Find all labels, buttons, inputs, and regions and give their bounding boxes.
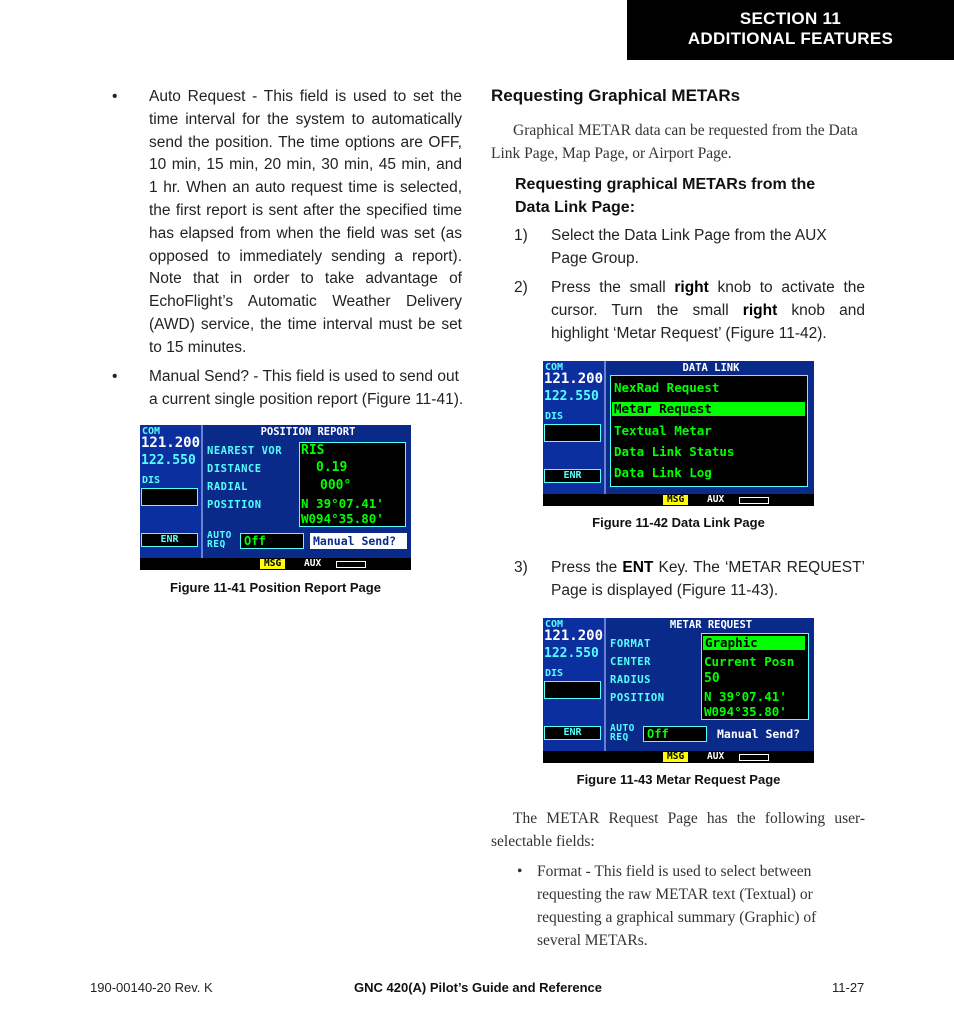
field-label: NEAREST VOR [207,445,283,457]
menu-item-data-link-status[interactable]: Data Link Status [614,444,735,459]
intro-paragraph: Graphical METAR data can be requested from the Data Link Page, Map Page, or Airport Page. [491,122,858,162]
figure-41-caption: Figure 11-41 Position Report Page [170,580,381,595]
auto-req-value[interactable]: Off [244,534,266,548]
bullet-format: • Format - This field is used to select between requesting the raw METAR text (Textual) or requesting a graphical summary (Graphic) of several METARs. [537,860,837,952]
enr-mode: ENR [544,469,601,483]
field-label: RADIUS [610,674,651,686]
fields-intro-paragraph: The METAR Request Page has the following user-selectable fields: [491,810,865,850]
position-report-screen [140,425,411,570]
menu-item-data-link-log[interactable]: Data Link Log [614,465,712,480]
step-1: 1) Select the Data Link Page from the AUX Page Group. [514,227,827,267]
bullet-dot: • [517,863,523,880]
page-indicator [336,561,366,568]
com-panel: COM 121.200 122.550 DIS ENR [543,618,606,763]
manual-send-label: Manual Send? [313,534,397,548]
radius-value[interactable]: 50 [704,671,720,686]
menu-item-nexrad[interactable]: NexRad Request [614,380,720,395]
metar-request-screen [543,618,814,763]
latitude-value: N 39°07.41' [301,496,384,511]
field-label: CENTER [610,656,651,668]
step-3: 3) Press the ENT Key. The ‘METAR REQUEST’ Page is displayed (Figure 11-43). [514,559,865,599]
com-label: COM [142,426,161,437]
msg-indicator: MSG [663,495,688,505]
field-label: RADIAL [207,481,248,493]
section-tab [627,0,954,60]
standby-frequency: 122.550 [544,389,599,404]
manual-send-button[interactable]: Manual Send? [717,727,801,741]
auto-req-label: AUTO REQ [610,723,635,743]
msg-indicator: MSG [260,559,285,569]
field-label: FORMAT [610,638,651,650]
bullet-manual-send: • Manual Send? - This field is used to send out a current single position report (Figure 11-41). [112,368,464,408]
bullet-dot: • [112,368,118,385]
field-label: POSITION [207,499,262,511]
document-number: 190-00140-20 Rev. K [90,980,213,995]
menu-item-textual-metar[interactable]: Textual Metar [614,423,712,438]
dis-readout [141,488,198,506]
longitude-value: W094°35.80' [704,704,787,719]
page-indicator [739,497,769,504]
aux-indicator: AUX [707,751,725,762]
page-title: DATA LINK [682,362,740,374]
dis-readout [544,424,601,442]
active-frequency: 121.200 [544,628,604,644]
format-value[interactable]: Graphic [703,636,805,650]
status-bar [140,558,411,570]
aux-indicator: AUX [707,494,725,505]
com-panel: COM 121.200 122.550 DIS ENR [543,361,606,506]
data-link-screen [543,361,814,506]
com-panel [140,425,203,570]
center-value[interactable]: Current Posn [704,654,795,669]
sub-heading: Requesting graphical METARs from the Data Link Page: [515,176,816,216]
document-title: GNC 420(A) Pilot’s Guide and Reference [354,980,603,995]
page-indicator [739,754,769,761]
enr-mode: ENR [544,726,601,740]
standby-frequency: 122.550 [544,646,599,661]
standby-frequency: 122.550 [141,453,196,468]
figure-42-caption: Figure 11-42 Data Link Page [592,515,765,530]
radial-value: 000° [320,478,352,493]
status-bar [543,751,814,763]
bullet-auto-request: • Auto Request - This field is used to set the time interval for the system to automatically send the position. The time options are OFF, 10 min, 15 min, 20 min, 30 min, 45 min, and 1 hr. When an auto request time is selected, the first report is sent after the specified time has elapsed from when the field was set (as opposed to immediately sending a report). Note that in order to take advantage of EchoFlight’s Automatic Weather Delivery (AWD) service, the time interval must be set to 15 minutes. [112,88,462,356]
section-title: ADDITIONAL FEATURES [687,29,894,48]
dis-readout [544,681,601,699]
auto-req-value[interactable]: Off [647,727,669,741]
longitude-value: W094°35.80' [301,511,384,526]
nearest-vor-value[interactable]: RIS [301,443,325,458]
distance-value: 0.19 [316,460,348,475]
dis-label: DIS [142,475,161,486]
page-number: 11-27 [832,980,865,995]
aux-indicator: AUX [304,558,322,569]
field-label: POSITION [610,692,665,704]
enr-mode: ENR [141,533,198,547]
active-frequency: 121.200 [544,371,604,387]
page-title: POSITION REPORT [260,426,356,438]
auto-req-label: AUTO REQ [207,530,232,550]
page-title: METAR REQUEST [669,619,753,631]
figure-43-caption: Figure 11-43 Metar Request Page [576,772,781,787]
step-2: 2) Press the small right knob to activate the cursor. Turn the small right knob and highlight ‘Metar Request’ (Figure 11-42). [514,279,865,342]
status-bar [543,494,814,506]
msg-indicator: MSG [663,752,688,762]
section-heading: Requesting Graphical METARs [491,86,741,105]
bullet-dot: • [112,88,118,105]
menu-item-metar-request[interactable]: Metar Request [612,402,805,416]
active-frequency: 121.200 [141,435,201,451]
section-number: SECTION 11 [739,9,842,28]
latitude-value: N 39°07.41' [704,689,787,704]
field-label: DISTANCE [207,463,262,475]
